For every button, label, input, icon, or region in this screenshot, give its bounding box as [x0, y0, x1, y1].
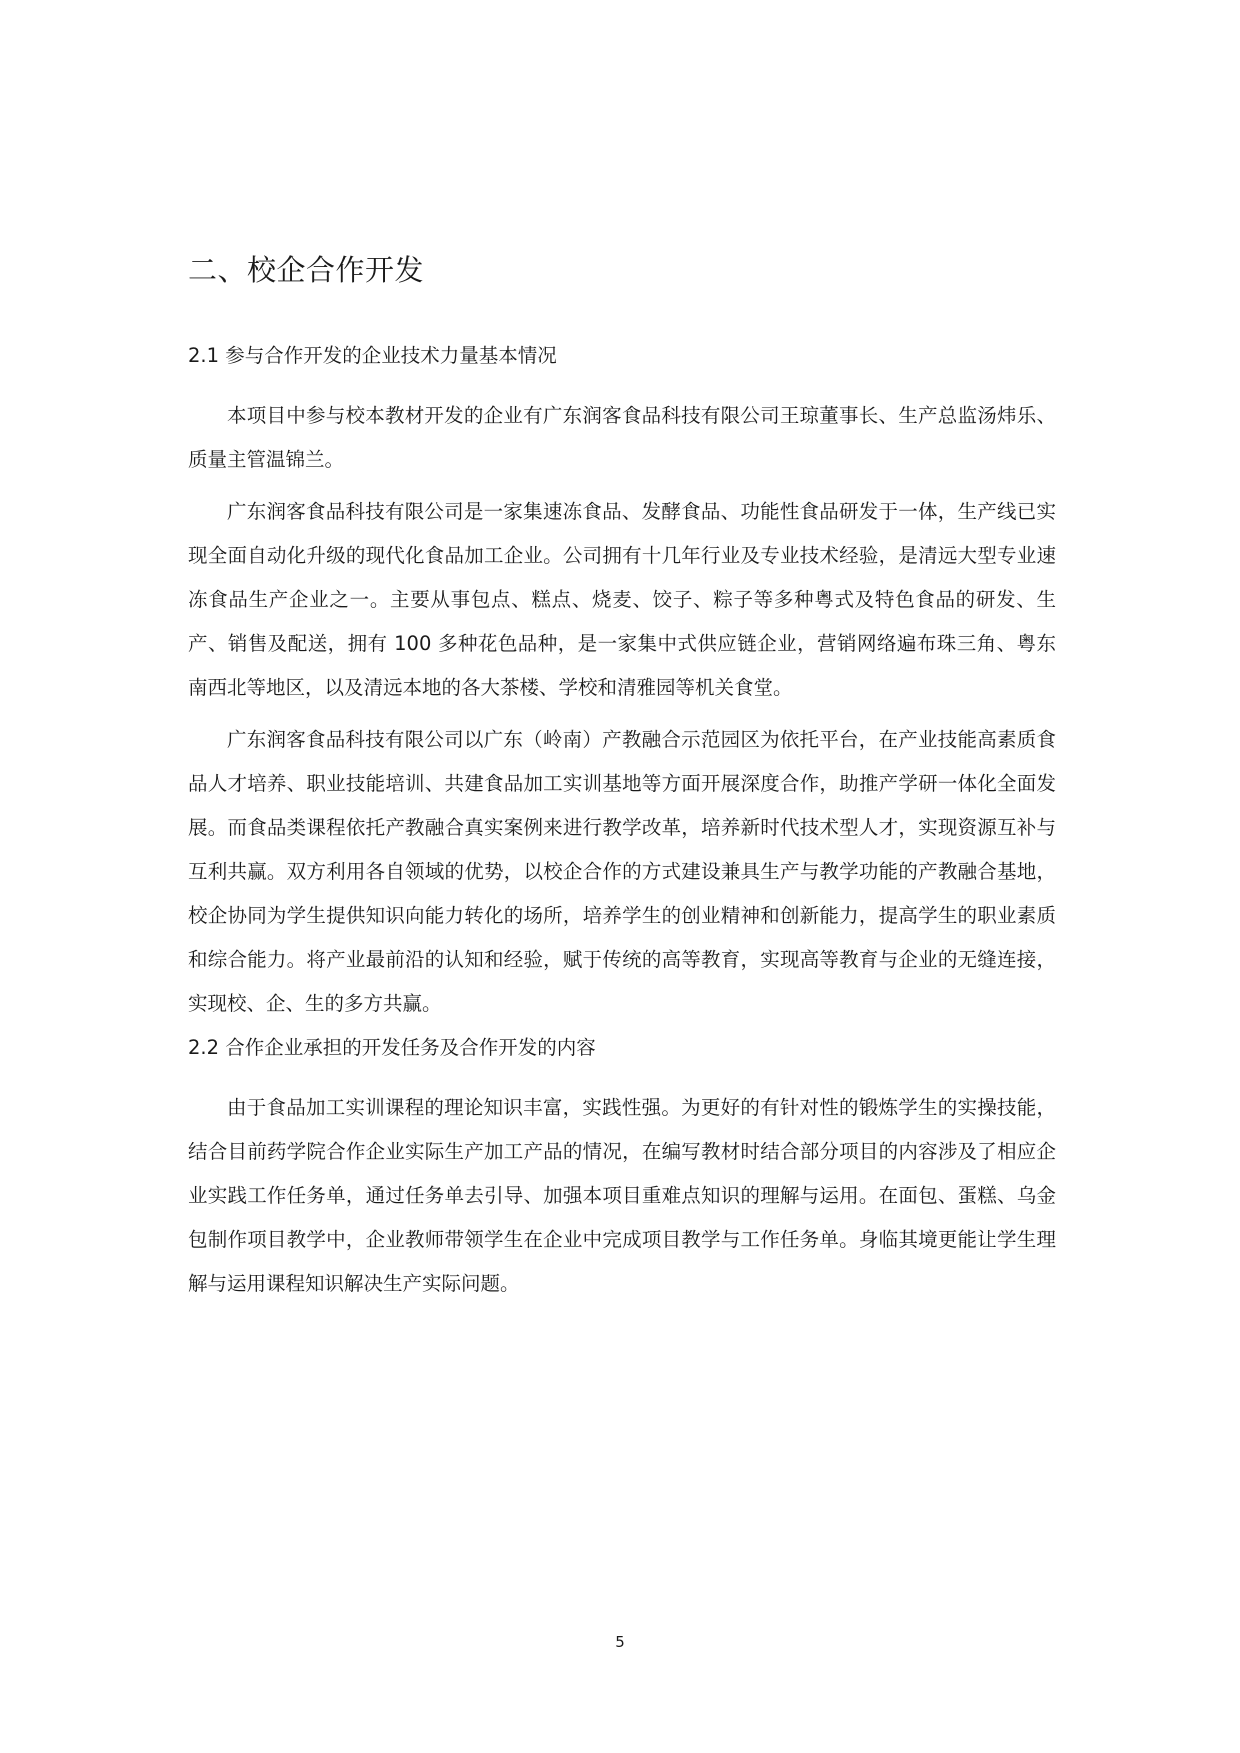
page-number: 5 — [615, 1633, 625, 1651]
paragraph-2-1-2: 广东润客食品科技有限公司是一家集速冻食品、发酵食品、功能性食品研发于一体，生产线已实现全面自动化升级的现代化食品加工企业。公司拥有十几年行业及专业技术经验，是清远大型专业速冻食品生产企业之一。主要从事包点、糕点、烧麦、饺子、粽子等多种粤式及特色食品的研发、生产、销售及配送，拥有 100 多种花色品种，是一家集中式供应链企业，营销网络遍布珠三角、粤东南西北等地区，以及清远本地的各大茶楼、学校和清雅园等机关食堂。 — [188, 500, 1056, 699]
page-content — [188, 250, 1056, 1314]
paragraph-2-2-1: 由于食品加工实训课程的理论知识丰富，实践性强。为更好的有针对性的锻炼学生的实操技能，结合目前药学院合作企业实际生产加工产品的情况，在编写教材时结合部分项目的内容涉及了相应企业实践工作任务单，通过任务单去引导、加强本项目重难点知识的理解与运用。在面包、蛋糕、乌金包制作项目教学中，企业教师带领学生在企业中完成项目教学与工作任务单。身临其境更能让学生理解与运用课程知识解决生产实际问题。 — [188, 1096, 1056, 1295]
chapter-title: 二、校企合作开发 — [188, 253, 425, 287]
paragraph-2-1-1: 本项目中参与校本教材开发的企业有广东润客食品科技有限公司王琼董事长、生产总监汤炜乐、质量主管温锦兰。 — [188, 404, 1056, 471]
section-heading-2-1: 2.1 参与合作开发的企业技术力量基本情况 — [188, 344, 557, 367]
paragraph-2-1-3: 广东润客食品科技有限公司以广东（岭南）产教融合示范园区为依托平台，在产业技能高素质食品人才培养、职业技能培训、共建食品加工实训基地等方面开展深度合作，助推产学研一体化全面发展。而食品类课程依托产教融合真实案例来进行教学改革，培养新时代技术型人才，实现资源互补与互利共赢。双方利用各自领域的优势，以校企合作的方式建设兼具生产与教学功能的产教融合基地，校企协同为学生提供知识向能力转化的场所，培养学生的创业精神和创新能力，提高学生的职业素质和综合能力。将产业最前沿的认知和经验，赋于传统的高等教育，实现高等教育与企业的无缝连接，实现校、企、生的多方共赢。 — [188, 728, 1056, 1015]
section-heading-2-2: 2.2 合作企业承担的开发任务及合作开发的内容 — [188, 1036, 596, 1059]
